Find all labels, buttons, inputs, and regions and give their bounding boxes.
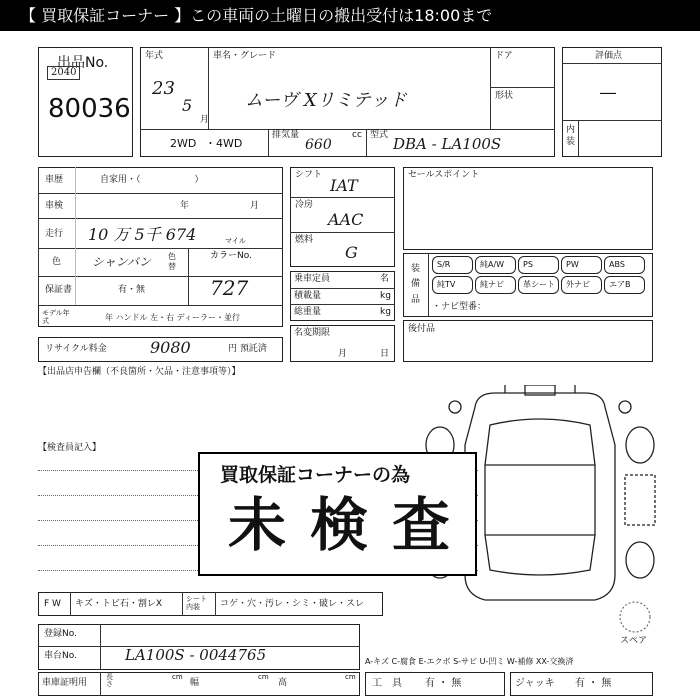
top-banner: 【 買取保証コーナー 】この車両の土曜日の搬出受付は18:00まで (0, 0, 700, 31)
equipment-cell (475, 256, 516, 274)
mileage-value: 10 万 5千 674 (88, 225, 197, 244)
color-label: 色 (52, 257, 62, 267)
drive-label: ・4WD (205, 137, 243, 150)
lot-label: 出品No. (57, 55, 109, 71)
name-value: ムーヴ Xリミテッド (245, 90, 407, 111)
equipment-item-label: S/R (437, 260, 451, 269)
aftermarket-label: 後付品 (408, 324, 436, 334)
equipment-cell (561, 276, 602, 294)
color-change-label: 色替 (168, 252, 176, 271)
uninspected-stamp (198, 452, 477, 576)
gross-label: 総重量 (294, 307, 322, 317)
equipment-cell (432, 256, 473, 274)
score-value: ― (600, 83, 616, 102)
fw-label: F W (44, 599, 61, 609)
shaken-year: 年 (180, 201, 190, 211)
equipment-item-label: PW (566, 260, 579, 269)
shift-value: IAT (330, 176, 358, 195)
report-label: 【出品店申告欄（不良箇所・欠品・注意事項等）】 (38, 367, 241, 377)
registration-label: 登録No. (44, 629, 77, 639)
spare-label: スペア (620, 636, 648, 646)
mileage-unit: マイル (225, 237, 246, 245)
equipment-item-label: 純TV (437, 280, 456, 289)
inspector-label: 【検査員記入】 (38, 443, 102, 453)
damage-legend: A-キズ C-腐食 E-エクボ S-サビ U-凹ミ W-補修 XX-交換済 (365, 657, 574, 666)
year-label: 年式 (145, 51, 164, 61)
equipment-item-label: エアB (609, 280, 631, 289)
equipment-cell (561, 256, 602, 274)
vin-label: 車台No. (44, 651, 77, 661)
history-label: 車歴 (45, 175, 64, 185)
equipment-item-label: 純A/W (480, 260, 505, 269)
length-unit: cm (172, 673, 183, 681)
aircon-label: 冷房 (295, 200, 314, 210)
navi-type-label: ・ナビ型番： (432, 302, 487, 312)
model-value: DBA - LA100S (393, 135, 502, 153)
name-change-month: 月 (338, 349, 348, 359)
name-change-day: 日 (380, 349, 390, 359)
fuel-value: G (345, 243, 358, 262)
drive-value: 2WD (170, 137, 197, 150)
equipment-cell (518, 256, 559, 274)
equipment-label: 装備品 (411, 264, 421, 305)
color-no-label: カラーNo. (210, 251, 252, 261)
tools-options: 有 ・ 無 (425, 678, 462, 689)
recycle-value: 9080 (150, 338, 191, 357)
year-value: 23 (152, 78, 175, 99)
garage-cert-label: 車庫証明用 (42, 678, 88, 688)
model-label: 型式 (370, 130, 389, 140)
lot-number: 80036 (48, 94, 131, 124)
color-value: シャンパン (92, 255, 151, 269)
equipment-cell (604, 256, 645, 274)
length-label: 長さ (106, 673, 113, 688)
recycle-unit: 円 預託済 (228, 344, 267, 354)
door-label: ドア (495, 51, 513, 61)
equipment-cell (604, 276, 645, 294)
recycle-label: リサイクル料金 (45, 344, 107, 354)
mileage-label: 走行 (45, 229, 64, 239)
spare-tire-icon (618, 600, 652, 634)
tools-label: 工 具 (372, 678, 402, 689)
history-options: 自家用・（ ） (100, 175, 204, 185)
score-label: 評価点 (595, 51, 623, 61)
jack-label: ジャッキ (515, 678, 555, 689)
gross-unit: kg (380, 307, 391, 317)
aftermarket-box (403, 320, 653, 362)
equipment-item-label: 革シート (523, 280, 555, 289)
capacity-unit: 名 (380, 274, 390, 284)
stamp-line2: 未検査 (228, 491, 475, 559)
sales-point-label: セールスポイント (408, 170, 480, 180)
shaken-month: 月 (250, 201, 260, 211)
equipment-item-label: 外ナビ (566, 280, 590, 289)
color-no-value: 727 (210, 276, 249, 300)
displacement-label: 排気量 (272, 130, 300, 140)
equipment-cell (518, 276, 559, 294)
seat-label: シート内装 (186, 595, 207, 612)
vin-value: LA100S - 0044765 (125, 646, 267, 664)
month-unit: 月 (200, 115, 210, 125)
shift-label: シフト (295, 170, 323, 180)
equipment-cell (475, 276, 516, 294)
shape-label: 形状 (495, 91, 514, 101)
jack-options: 有 ・ 無 (575, 678, 612, 689)
load-unit: kg (380, 291, 391, 301)
height-unit: cm (345, 673, 356, 681)
model-year-label: モデル年式 (42, 309, 70, 325)
width-label: 幅 (190, 678, 200, 688)
shaken-label: 車検 (45, 201, 64, 211)
equipment-cell (432, 276, 473, 294)
lot-sub-number: 2040 (47, 66, 80, 80)
fuel-label: 燃料 (295, 235, 314, 245)
capacity-label: 乗車定員 (294, 274, 331, 284)
stamp-line1: 買取保証コーナーの為 (220, 464, 411, 486)
equipment-item-label: 純ナビ (480, 280, 504, 289)
model-year-text: 年 ハンドル 左・右 ディーラー・並行 (105, 313, 240, 322)
aircon-value: AAC (328, 210, 364, 229)
cc-unit: cc (352, 130, 362, 140)
month-value: 5 (182, 96, 193, 115)
displacement-value: 660 (305, 137, 332, 153)
seat-text: コゲ・穴・汚レ・シミ・破レ・スレ (220, 599, 365, 609)
lot-number-box (38, 47, 133, 157)
interior-label: 内装 (566, 125, 576, 147)
load-label: 積載量 (294, 291, 322, 301)
width-unit: cm (258, 673, 269, 681)
fw-text: キズ・トビ石・割レX (75, 599, 162, 609)
warranty-options: 有・無 (118, 285, 146, 295)
equipment-item-label: PS (523, 260, 533, 269)
height-label: 高 (278, 678, 288, 688)
name-change-label: 名変期限 (294, 328, 331, 338)
name-label: 車名・グレード (213, 51, 277, 61)
warranty-label: 保証書 (45, 285, 73, 295)
equipment-item-label: ABS (609, 260, 625, 269)
